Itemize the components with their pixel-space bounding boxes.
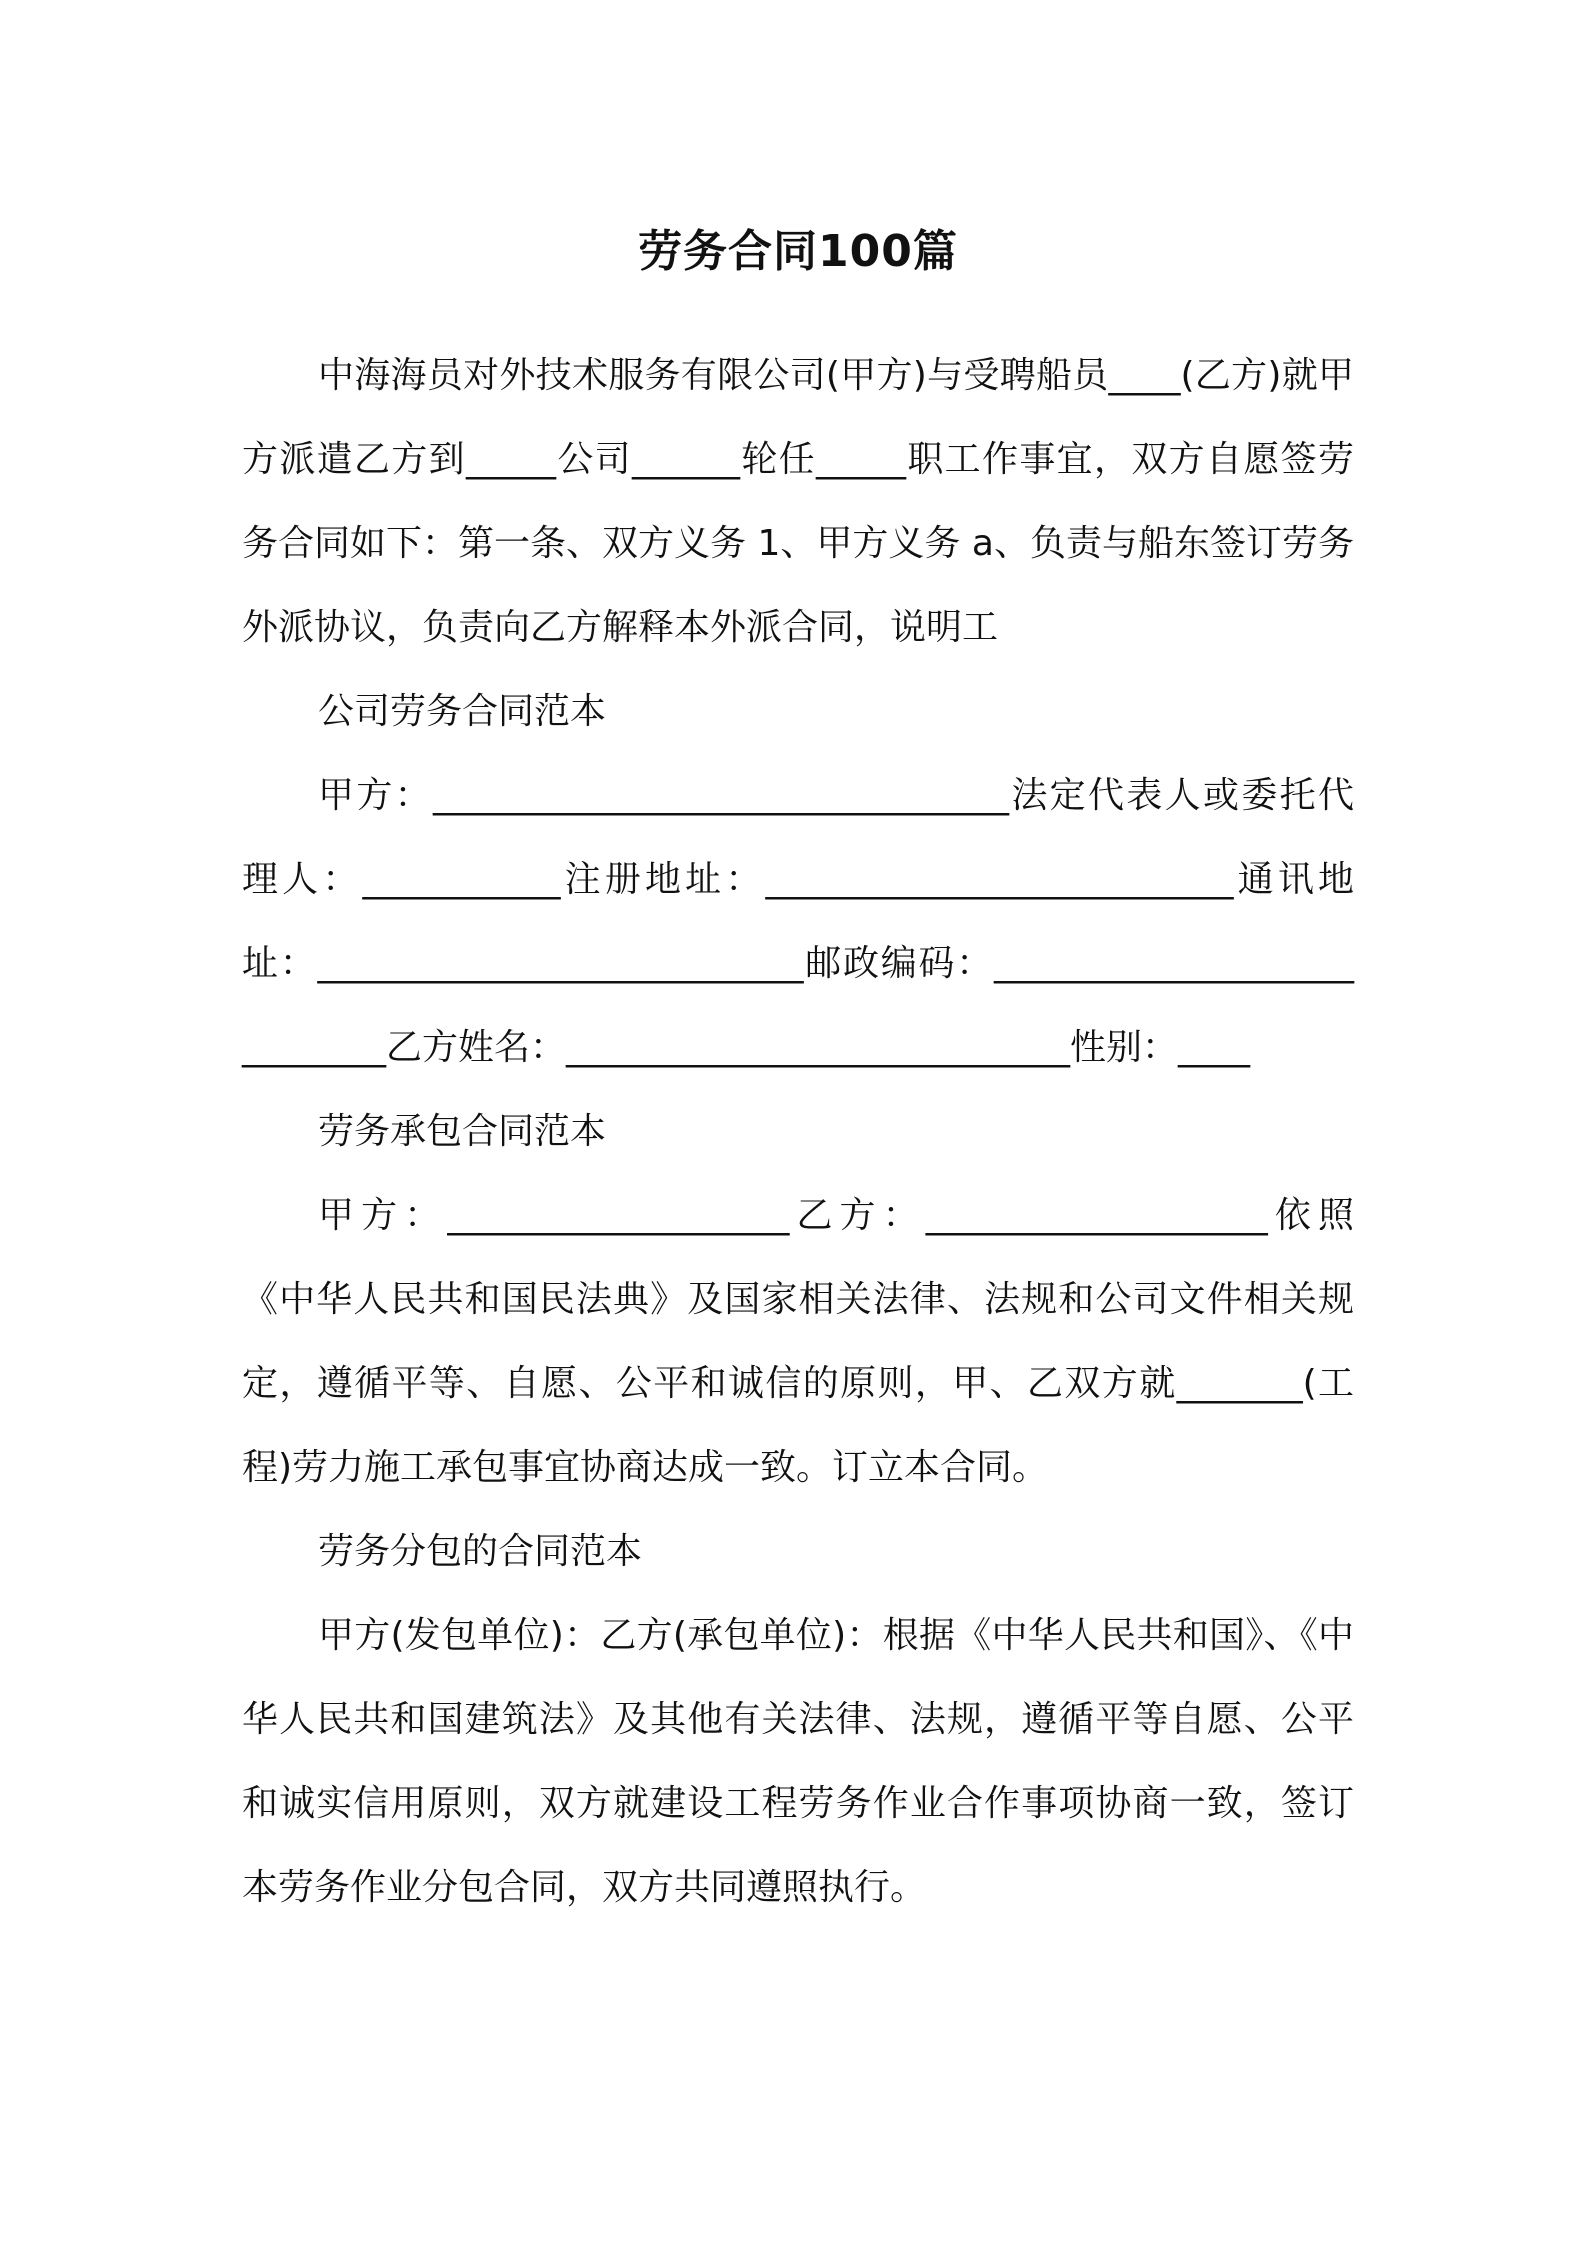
document-title: 劳务合同100篇 [638, 226, 958, 277]
section-heading-labor-subcontract: 劳务分包的合同范本 [318, 1531, 643, 1572]
document-page [242, 210, 1354, 1930]
company-contract-paragraph: 甲方：________________________________法定代表人或委托代理人：___________注册地址：__________________________通讯地址：___________________________邮政编码：____________________________乙方姓名：____________________________性别：____ [242, 775, 1354, 1068]
intro-paragraph: 中海海员对外技术服务有限公司(甲方)与受聘船员____(乙方)就甲方派遣乙方到_____公司______轮任_____职工作事宜，双方自愿签劳务合同如下：第一条、双方义务 1、甲方义务 a、负责与船东签订劳务外派协议，负责向乙方解释本外派合同，说明工 [242, 355, 1354, 648]
labor-subcontract-paragraph: 甲方(发包单位)：乙方(承包单位)：根据《中华人民共和国》、《中华人民共和国建筑法》及其他有关法律、法规，遵循平等自愿、公平和诚实信用原则，双方就建设工程劳务作业合作事项协商一致，签订本劳务作业分包合同，双方共同遵照执行。 [242, 1615, 1354, 1908]
labor-contracting-paragraph: 甲方：___________________乙方：___________________依照《中华人民共和国民法典》及国家相关法律、法规和公司文件相关规定，遵循平等、自愿、公平和诚信的原则，甲、乙双方就_______(工程)劳力施工承包事宜协商达成一致。订立本合同。 [242, 1195, 1354, 1488]
section-heading-labor-contracting: 劳务承包合同范本 [318, 1111, 607, 1152]
section-heading-company-contract: 公司劳务合同范本 [318, 691, 607, 732]
